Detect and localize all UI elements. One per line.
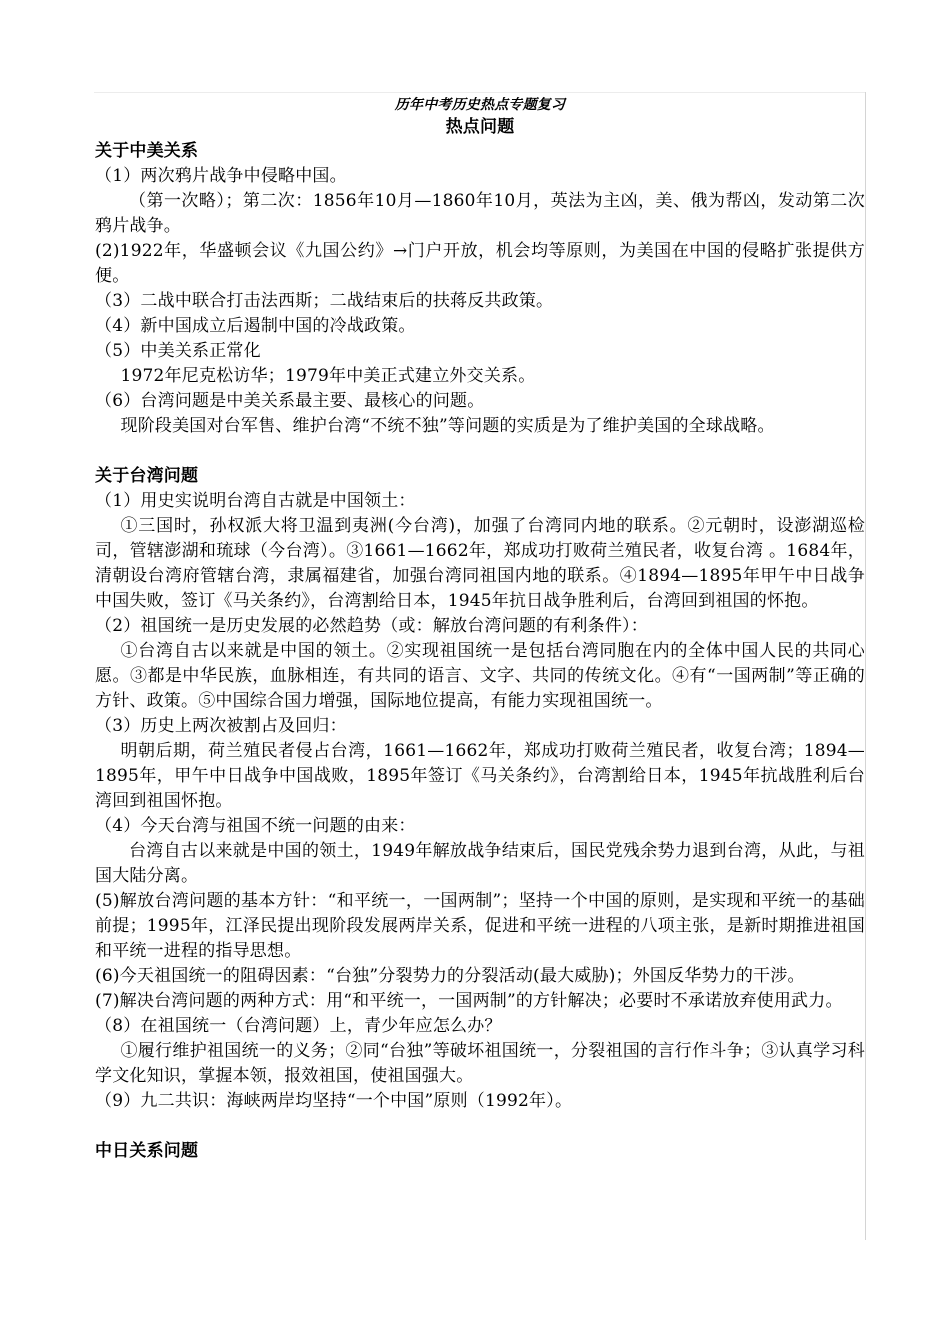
paragraph: (7)解决台湾问题的两种方式：用“和平统一，一国两制”的方针解决；必要时不承诺放弃使用武力。 [95, 991, 843, 1011]
paragraph: （8）在祖国统一（台湾问题）上，青少年应怎么办？ [95, 1016, 502, 1036]
paragraph: （第一次略）；第二次：1856年10月—1860年10月，英法为主凶，美、俄为帮凶，发动第二次鸦片战争。 [95, 191, 865, 236]
paragraph: 1972年尼克松访华；1979年中美正式建立外交关系。 [120, 366, 536, 386]
paragraph: （6）台湾问题是中美关系最主要、最核心的问题。 [95, 391, 485, 411]
section-spacer [95, 439, 865, 464]
paragraph: （1）用史实说明台湾自古就是中国领土： [95, 491, 416, 511]
paragraph: 台湾自古以来就是中国的领土，1949年解放战争结束后，国民党残余势力退到台湾，从此，与祖国大陆分离。 [95, 841, 865, 886]
paragraph: （1）两次鸦片战争中侵略中国。 [95, 166, 347, 186]
section-spacer [95, 1114, 865, 1139]
paragraph: （5）中美关系正常化 [95, 341, 261, 361]
paragraph: （4）新中国成立后遏制中国的冷战政策。 [95, 316, 416, 336]
paragraph: （3）历史上两次被割占及回归： [95, 716, 347, 736]
paragraph: (2)1922年，华盛顿会议《九国公约》→门户开放，机会均等原则，为美国在中国的侵略扩张提供方便。 [95, 241, 865, 286]
paragraph: （4）今天台湾与祖国不统一问题的由来： [95, 816, 416, 836]
paragraph: ①台湾自古以来就是中国的领土。②实现祖国统一是包括台湾同胞在内的全体中国人民的共同心愿。③都是中华民族，血脉相连，有共同的语言、文字、共同的传统文化。④有“一国两制”等正确的方针、政策。⑤中国综合国力增强，国际地位提高，有能力实现祖国统一。 [95, 641, 865, 711]
paragraph: ①履行维护祖国统一的义务；②同“台独”等破坏祖国统一，分裂祖国的言行作斗争；③认真学习科学文化知识，掌握本领，报效祖国，使祖国强大。 [95, 1041, 865, 1086]
page-right-border [865, 92, 866, 1240]
document-subtitle: 热点问题 [445, 117, 515, 137]
section-heading-us-china: 关于中美关系 [95, 141, 199, 161]
paragraph: ①三国时，孙权派大将卫温到夷洲(今台湾)，加强了台湾同内地的联系。②元朝时，设澎湖巡检司，管辖澎湖和琉球（今台湾）。③1661—1662年，郑成功打败荷兰殖民者，收复台湾 。1684年，清朝设台湾府管辖台湾，隶属福建省，加强台湾同祖国内地的联系。④1894—1895年甲午中日战争中国失败，签订《马关条约》，台湾割给日本，1945年抗日战争胜利后，台湾回到祖国的怀抱。 [95, 516, 865, 611]
paragraph: （2）祖国统一是历史发展的必然趋势（或：解放台湾问题的有利条件）： [95, 616, 648, 636]
section-heading-japan: 中日关系问题 [95, 1141, 199, 1161]
paragraph: (6)今天祖国统一的阻碍因素：“台独”分裂势力的分裂活动(最大威胁)；外国反华势力的干涉。 [95, 966, 805, 986]
page-top-border [94, 92, 866, 93]
paragraph: (5)解放台湾问题的基本方针：“和平统一，一国两制”；坚持一个中国的原则，是实现和平统一的基础前提；1995年，江泽民提出现阶段发展两岸关系，促进和平统一进程的八项主张，是新时期推进祖国和平统一进程的指导思想。 [95, 891, 865, 961]
paragraph: 现阶段美国对台军售、维护台湾“不统不独”等问题的实质是为了维护美国的全球战略。 [120, 416, 775, 436]
section-heading-taiwan: 关于台湾问题 [95, 466, 199, 486]
document-title: 历年中考历史热点专题复习 [394, 97, 566, 113]
document-body [95, 95, 865, 1164]
paragraph: 明朝后期，荷兰殖民者侵占台湾，1661—1662年，郑成功打败荷兰殖民者，收复台湾；1894—1895年，甲午中日战争中国战败，1895年签订《马关条约》，台湾割给日本，1945年抗战胜利后台湾回到祖国怀抱。 [95, 741, 865, 811]
paragraph: （3）二战中联合打击法西斯；二战结束后的扶蒋反共政策。 [95, 291, 554, 311]
paragraph: （9）九二共识：海峡两岸均坚持“一个中国”原则（1992年）。 [95, 1091, 573, 1111]
